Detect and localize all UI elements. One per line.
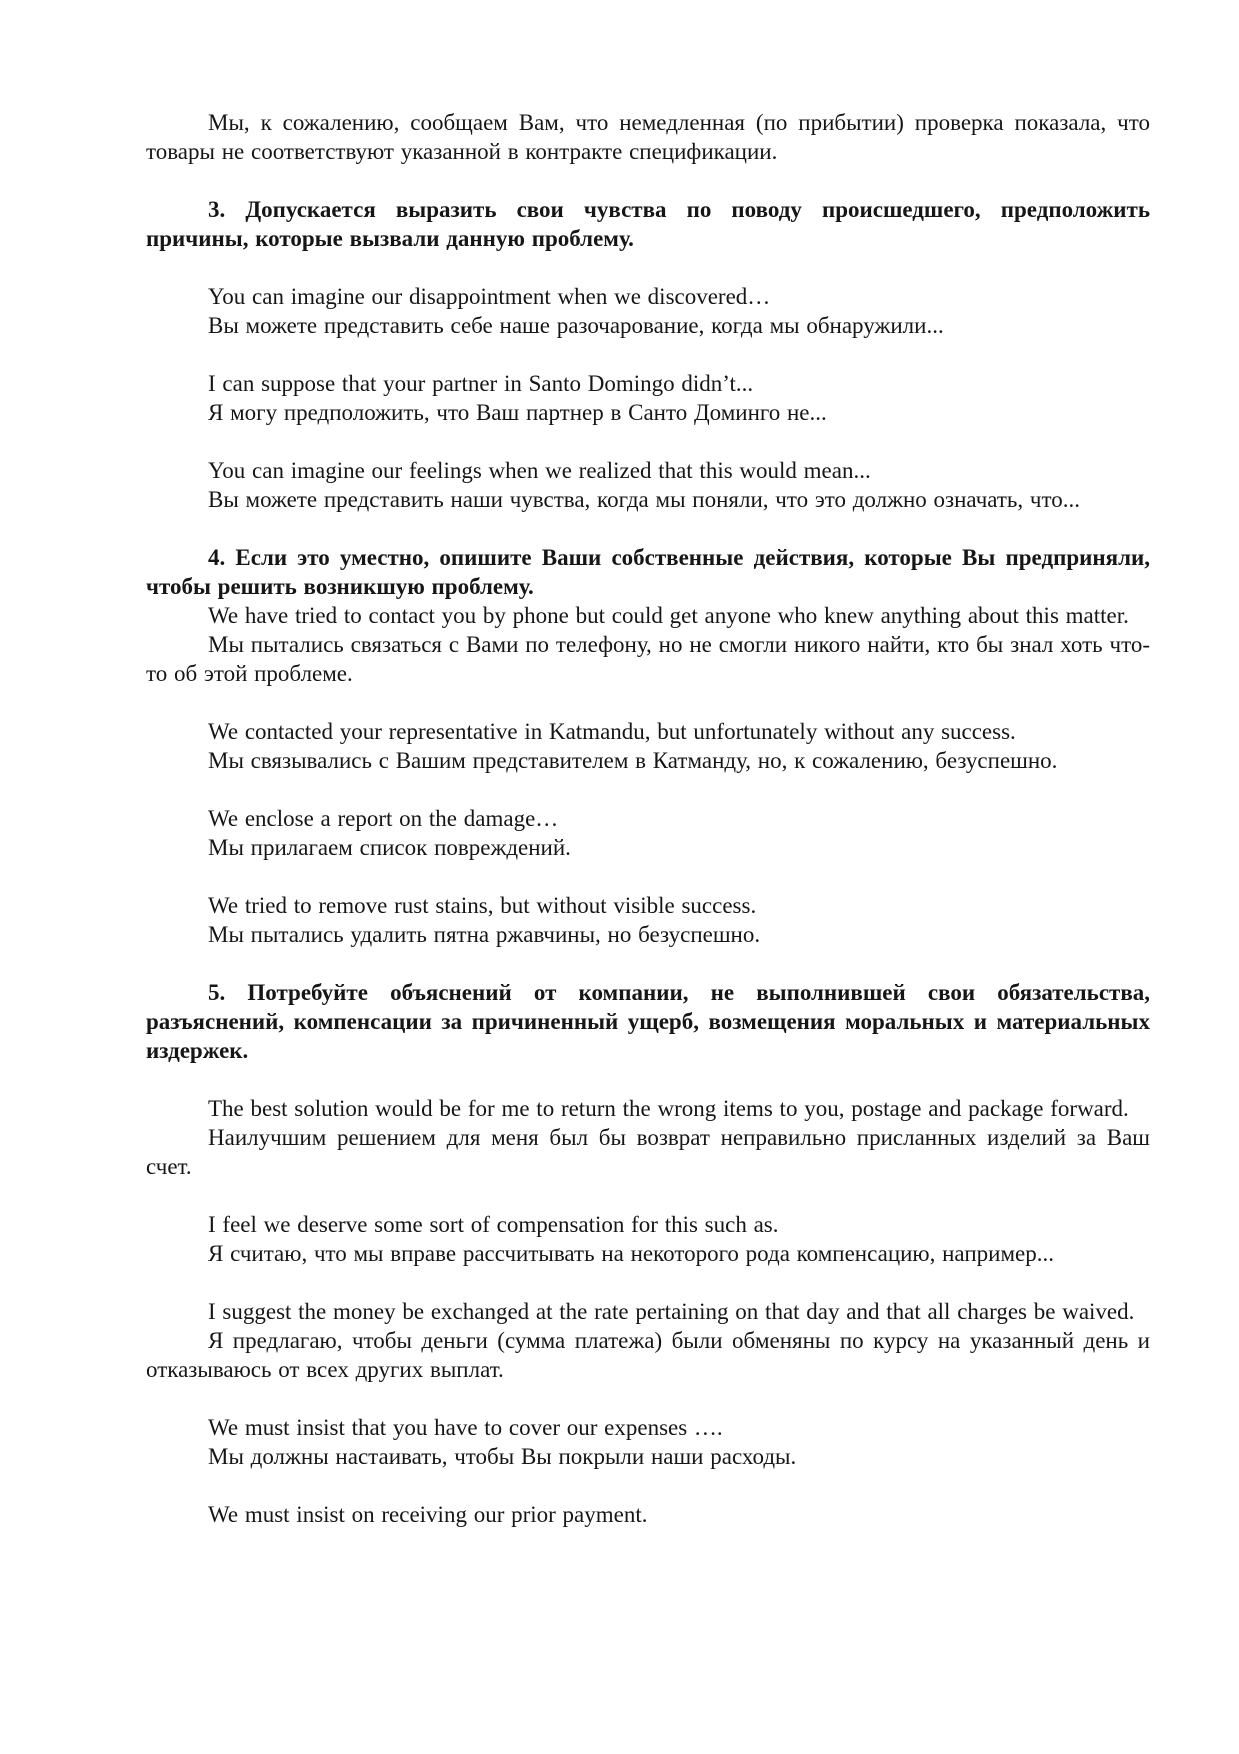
paragraph: We contacted your representative in Katmandu, but unfortunately without any success. bbox=[208, 719, 1016, 744]
paragraph-group bbox=[146, 1094, 1150, 1181]
paragraph: We enclose a report on the damage… bbox=[208, 806, 559, 831]
paragraph: Мы пытались удалить пятна ржавчины, но безуспешно. bbox=[208, 922, 761, 947]
paragraph: Мы, к сожалению, сообщаем Вам, что немедленная (по прибытии) проверка показала, что товары не соответствуют указанной в контракте спецификации. bbox=[146, 110, 1150, 164]
paragraph: I can suppose that your partner in Santo Domingo didn’t... bbox=[208, 371, 754, 396]
paragraph: Мы прилагаем список повреждений. bbox=[208, 835, 571, 860]
paragraph: We must insist that you have to cover our expenses …. bbox=[208, 1415, 723, 1440]
paragraph-group bbox=[146, 108, 1150, 166]
paragraph-group bbox=[146, 891, 1150, 949]
paragraph: Я считаю, что мы вправе рассчитывать на некоторого рода компенсацию, например... bbox=[208, 1241, 1054, 1266]
section-heading: 5. Потребуйте объяснений от компании, не выполнившей свои обязательства, разъяснений, компенсации за причиненный ущерб, возмещения моральных и материальных издержек. bbox=[146, 980, 1150, 1063]
paragraph-group bbox=[146, 282, 1150, 340]
paragraph: The best solution would be for me to return the wrong items to you, postage and package forward. bbox=[208, 1096, 1129, 1121]
paragraph-group bbox=[146, 1500, 1150, 1529]
paragraph: Мы связывались с Вашим представителем в Катманду, но, к сожалению, безуспешно. bbox=[208, 748, 1058, 773]
section-heading: 3. Допускается выразить свои чувства по поводу происшедшего, предположить причины, которые вызвали данную проблему. bbox=[146, 197, 1150, 251]
paragraph-group bbox=[146, 456, 1150, 514]
paragraph-group bbox=[146, 717, 1150, 775]
section-heading: 4. Если это уместно, опишите Ваши собственные действия, которые Вы предприняли, чтобы решить возникшую проблему. bbox=[146, 545, 1150, 599]
paragraph: We have tried to contact you by phone but could get anyone who knew anything about this matter. bbox=[208, 603, 1129, 628]
document-content bbox=[146, 108, 1150, 1754]
paragraph: You can imagine our disappointment when we discovered… bbox=[208, 284, 771, 309]
paragraph: Мы пытались связаться с Вами по телефону, но не смогли никого найти, кто бы знал хоть что-то об этой проблеме. bbox=[146, 632, 1150, 686]
paragraph: Я предлагаю, чтобы деньги (сумма платежа) были обменяны по курсу на указанный день и отказываюсь от всех других выплат. bbox=[146, 1328, 1150, 1382]
paragraph-group bbox=[146, 1413, 1150, 1471]
paragraph: We tried to remove rust stains, but without visible success. bbox=[208, 893, 757, 918]
paragraph: Я могу предположить, что Ваш партнер в Санто Доминго не... bbox=[208, 400, 827, 425]
paragraph: I suggest the money be exchanged at the rate pertaining on that day and that all charges be waived. bbox=[208, 1299, 1135, 1324]
paragraph-group bbox=[146, 195, 1150, 253]
paragraph: Вы можете представить наши чувства, когда мы поняли, что это должно означать, что... bbox=[208, 487, 1080, 512]
paragraph-group bbox=[146, 978, 1150, 1065]
paragraph: I feel we deserve some sort of compensation for this such as. bbox=[208, 1212, 779, 1237]
paragraph: We must insist on receiving our prior payment. bbox=[208, 1502, 648, 1527]
paragraph: You can imagine our feelings when we realized that this would mean... bbox=[208, 458, 871, 483]
paragraph: Наилучшим решением для меня был бы возврат неправильно присланных изделий за Ваш счет. bbox=[146, 1125, 1150, 1179]
paragraph-group bbox=[146, 369, 1150, 427]
paragraph: Мы должны настаивать, чтобы Вы покрыли наши расходы. bbox=[208, 1444, 797, 1469]
paragraph-group bbox=[146, 1210, 1150, 1268]
paragraph: Вы можете представить себе наше разочарование, когда мы обнаружили... bbox=[208, 313, 944, 338]
paragraph-group bbox=[146, 543, 1150, 688]
paragraph-group bbox=[146, 804, 1150, 862]
paragraph-group bbox=[146, 1297, 1150, 1384]
